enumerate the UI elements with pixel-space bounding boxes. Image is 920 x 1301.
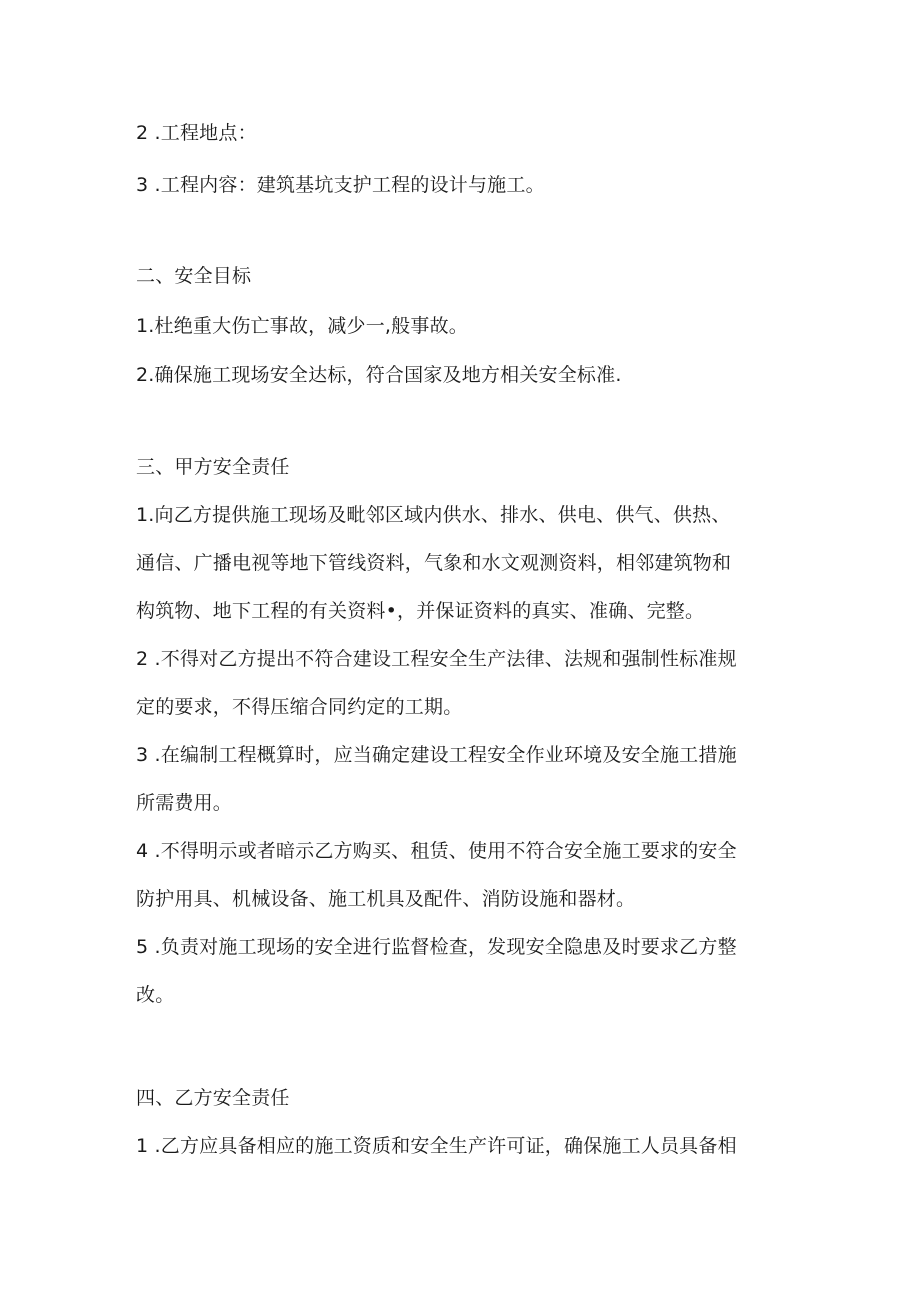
item-project-location: 2 .工程地点： — [136, 122, 257, 144]
party-a-item-4-line-1: 4 .不得明示或者暗示乙方购买、租赁、使用不符合安全施工要求的安全 — [136, 840, 737, 862]
party-a-item-5-line-2: 改。 — [136, 984, 175, 1006]
heading-safety-goals: 二、安全目标 — [136, 265, 252, 287]
heading-party-b-responsibility: 四、乙方安全责任 — [136, 1087, 290, 1109]
party-a-item-3-line-2: 所需费用。 — [136, 792, 233, 814]
party-a-item-2-line-1: 2 .不得对乙方提出不符合建设工程安全生产法律、法规和强制性标准规 — [136, 648, 737, 670]
item-project-content: 3 .工程内容：建筑基坑支护工程的设计与施工。 — [136, 174, 545, 196]
party-a-item-2-line-2: 定的要求，不得压缩合同约定的工期。 — [136, 696, 463, 718]
party-a-item-4-line-2: 防护用具、机械设备、施工机具及配件、消防设施和器材。 — [136, 888, 636, 910]
goal-item-1: 1.杜绝重大伤亡事故，减少一,般事故。 — [136, 315, 468, 337]
party-b-item-1-line-1: 1 .乙方应具备相应的施工资质和安全生产许可证，确保施工人员具备相 — [136, 1135, 737, 1157]
heading-party-a-responsibility: 三、甲方安全责任 — [136, 456, 290, 478]
party-a-item-3-line-1: 3 .在编制工程概算时，应当确定建设工程安全作业环境及安全施工措施 — [136, 744, 737, 766]
party-a-item-1-line-2: 通信、广播电视等地下管线资料，气象和水文观测资料，相邻建筑物和 — [136, 552, 732, 574]
party-a-item-1-line-3: 构筑物、地下工程的有关资料•，并保证资料的真实、准确、完整。 — [136, 600, 705, 622]
goal-item-2: 2.确保施工现场安全达标，符合国家及地方相关安全标准. — [136, 364, 622, 386]
party-a-item-1-line-1: 1.向乙方提供施工现场及毗邻区域内供水、排水、供电、供气、供热、 — [136, 504, 731, 526]
party-a-item-5-line-1: 5 .负责对施工现场的安全进行监督检查，发现安全隐患及时要求乙方整 — [136, 936, 737, 958]
